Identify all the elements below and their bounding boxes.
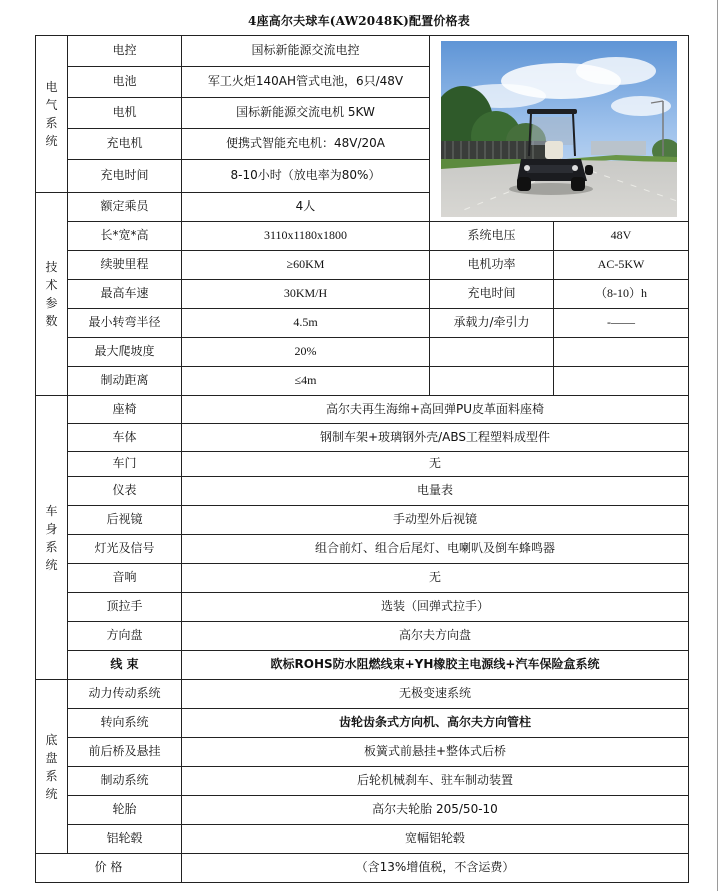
- section-electrical: [36, 36, 68, 193]
- spec-table: [35, 35, 689, 883]
- row-value: 30KM/H: [182, 280, 430, 309]
- row-label: 轮胎: [68, 796, 182, 825]
- row-value-2: AC-5KW: [554, 251, 689, 280]
- row-value: 欧标ROHS防水阻燃线束+YH橡胶主电源线+汽车保险盒系统: [182, 651, 689, 680]
- row-value: 4人: [182, 193, 430, 222]
- row-label: 后视镜: [68, 506, 182, 535]
- row-value: ≤4m: [182, 367, 430, 396]
- row-label: 方向盘: [68, 622, 182, 651]
- row-label: 车体: [68, 424, 182, 452]
- row-value: 20%: [182, 338, 430, 367]
- row-value: 军工火炬140AH管式电池，6只/48V: [182, 67, 430, 98]
- row-value: 无: [182, 564, 689, 593]
- row-label: 动力传动系统: [68, 680, 182, 709]
- row-label: 前后桥及悬挂: [68, 738, 182, 767]
- row-value-2: [554, 338, 689, 367]
- row-label: 额定乘员: [68, 193, 182, 222]
- row-value: 高尔夫再生海绵+高回弹PU皮革面料座椅: [182, 396, 689, 424]
- row-value: 国标新能源交流电控: [182, 36, 430, 67]
- row-value: 无极变速系统: [182, 680, 689, 709]
- row-value: 8-10小时（放电率为80%）: [182, 160, 430, 193]
- row-value: 宽幅铝轮毂: [182, 825, 689, 854]
- row-value-2: -——: [554, 309, 689, 338]
- section-technical: [36, 193, 68, 396]
- row-label: 仪表: [68, 477, 182, 506]
- row-value: ≥60KM: [182, 251, 430, 280]
- row-value: 钢制车架+玻璃钢外壳/ABS工程塑料成型件: [182, 424, 689, 452]
- row-label: 车门: [68, 452, 182, 477]
- row-label: 长*宽*高: [68, 222, 182, 251]
- row-value: 组合前灯、组合后尾灯、电喇叭及倒车蜂鸣器: [182, 535, 689, 564]
- document-title: 4座高尔夫球车(AW2048K)配置价格表: [248, 14, 470, 28]
- section-chassis: [36, 680, 68, 854]
- section-technical-label: 技术参数: [45, 260, 58, 328]
- row-label: 音响: [68, 564, 182, 593]
- row-value: 电量表: [182, 477, 689, 506]
- row-label: 电控: [68, 36, 182, 67]
- row-value-2: 48V: [554, 222, 689, 251]
- row-label: 转向系统: [68, 709, 182, 738]
- row-label: 灯光及信号: [68, 535, 182, 564]
- row-label: 顶拉手: [68, 593, 182, 622]
- photo-cell: [430, 36, 689, 222]
- row-label: 充电时间: [68, 160, 182, 193]
- row-label: 线 束: [68, 651, 182, 680]
- row-label: 续驶里程: [68, 251, 182, 280]
- row-value: 板簧式前悬挂+整体式后桥: [182, 738, 689, 767]
- row-label: 座椅: [68, 396, 182, 424]
- row-value: 齿轮齿条式方向机、高尔夫方向管柱: [182, 709, 689, 738]
- row-label-2: [430, 367, 554, 396]
- row-label-2: [430, 338, 554, 367]
- row-label-2: 承载力/牵引力: [430, 309, 554, 338]
- row-label: 最高车速: [68, 280, 182, 309]
- price-label: 价 格: [36, 854, 182, 883]
- section-body: [36, 396, 68, 680]
- row-value: 4.5m: [182, 309, 430, 338]
- row-value: 高尔夫方向盘: [182, 622, 689, 651]
- row-label: 铝轮毂: [68, 825, 182, 854]
- section-chassis-label: 底盘系统: [45, 732, 58, 801]
- row-value: 国标新能源交流电机 5KW: [182, 98, 430, 129]
- row-label-2: 充电时间: [430, 280, 554, 309]
- section-electrical-label: 电气系统: [45, 80, 58, 148]
- row-value: 无: [182, 452, 689, 477]
- row-value-2: （8-10）h: [554, 280, 689, 309]
- row-label: 电机: [68, 98, 182, 129]
- row-value: 选装（回弹式拉手）: [182, 593, 689, 622]
- row-label: 最小转弯半径: [68, 309, 182, 338]
- row-label-2: 电机功率: [430, 251, 554, 280]
- row-label-2: 系统电压: [430, 222, 554, 251]
- row-value: 3110x1180x1800: [182, 222, 430, 251]
- row-label: 电池: [68, 67, 182, 98]
- row-value: 手动型外后视镜: [182, 506, 689, 535]
- row-value-2: [554, 367, 689, 396]
- row-value: 便携式智能充电机：48V/20A: [182, 129, 430, 160]
- row-value: 后轮机械刹车、驻车制动装置: [182, 767, 689, 796]
- row-label: 最大爬坡度: [68, 338, 182, 367]
- row-label: 充电机: [68, 129, 182, 160]
- price-value: （含13%增值税，不含运费）: [182, 854, 689, 883]
- row-label: 制动系统: [68, 767, 182, 796]
- row-value: 高尔夫轮胎 205/50-10: [182, 796, 689, 825]
- section-body-label: 车身系统: [45, 503, 58, 572]
- row-label: 制动距离: [68, 367, 182, 396]
- golf-cart-photo: [441, 41, 677, 217]
